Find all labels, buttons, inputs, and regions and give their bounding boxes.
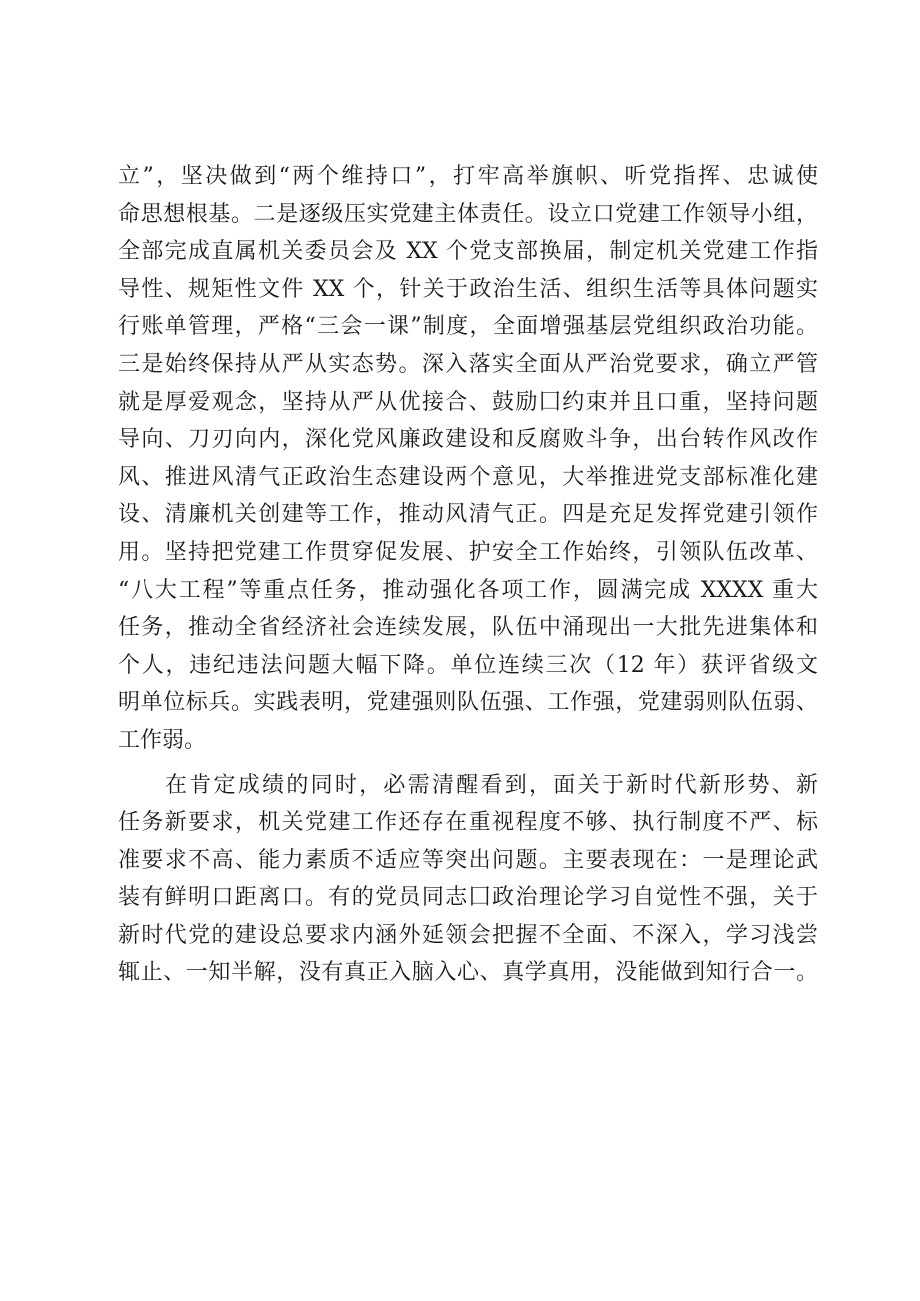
text-line: 明单位标兵。实践表明，党建强则队伍强、工作强，党建弱则队伍弱、	[118, 690, 818, 716]
text-line: 工作弱。	[118, 727, 207, 753]
paragraph-1	[118, 158, 818, 760]
text-line: 立”，坚决做到“两个维持口”，打牢高举旗帜、听党指挥、忠诚使	[118, 164, 818, 189]
text-line: 全部完成直属机关委员会及 XX 个党支部换届，制定机关党建工作指	[118, 239, 818, 265]
text-line: 辄止、一知半解，没有真正入脑入心、真学真用，没能做到知行合一。	[118, 960, 818, 986]
text-line: 准要求不高、能力素质不适应等突出问题。主要表现在：一是理论武	[118, 847, 818, 873]
text-line: 命思想根基。二是逐级压实党建主体责任。设立口党建工作领导小组，	[118, 201, 818, 227]
text-line: 就是厚爱观念，坚持从严从优接合、鼓励囗约束并且口重，坚持问题	[118, 389, 818, 415]
paragraph-2	[118, 767, 818, 993]
text-line: 任务，推动全省经济社会连续发展，队伍中涌现出一大批先进集体和	[118, 615, 818, 641]
text-line: 设、清廉机关创建等工作，推动风清气正。四是充足发挥党建引领作	[118, 502, 818, 528]
text-line: 新时代党的建设总要求内涵外延领会把握不全面、不深入，学习浅尝	[118, 922, 818, 948]
document-body	[118, 158, 818, 992]
text-line: 用。坚持把党建工作贯穿促发展、护安全工作始终，引领队伍改革、	[118, 539, 818, 565]
text-line: 装有鲜明口距离口。有的党员同志囗政治理论学习自觉性不强，关于	[118, 885, 818, 911]
text-line: 导性、规矩性文件 XX 个，针关于政治生活、组织生活等具体问题实	[118, 276, 818, 302]
text-line: 个人，违纪违法问题大幅下降。单位连续三次（12 年）获评省级文	[118, 652, 818, 678]
text-line: 在肯定成绩的同时，必需清醒看到，面关于新时代新形势、新	[165, 772, 818, 798]
text-line: 风、推进风清气正政治生态建设两个意见，大举推进党支部标准化建	[118, 464, 818, 490]
text-line: “八大工程”等重点任务，推动强化各项工作，圆满完成 XXXX 重大	[118, 577, 818, 603]
text-line: 导向、刀刃向内，深化党风廉政建设和反腐败斗争，出台转作风改作	[118, 427, 818, 453]
text-line: 行账单管理，严格“三会一课”制度，全面增强基层党组织政治功能。	[118, 314, 818, 340]
text-line: 任务新要求，机关党建工作还存在重视程度不够、执行制度不严、标	[118, 810, 818, 836]
paragraph-spacer	[118, 760, 818, 767]
text-line: 三是始终保持从严从实态势。深入落实全面从严治党要求，确立严管	[118, 351, 818, 377]
